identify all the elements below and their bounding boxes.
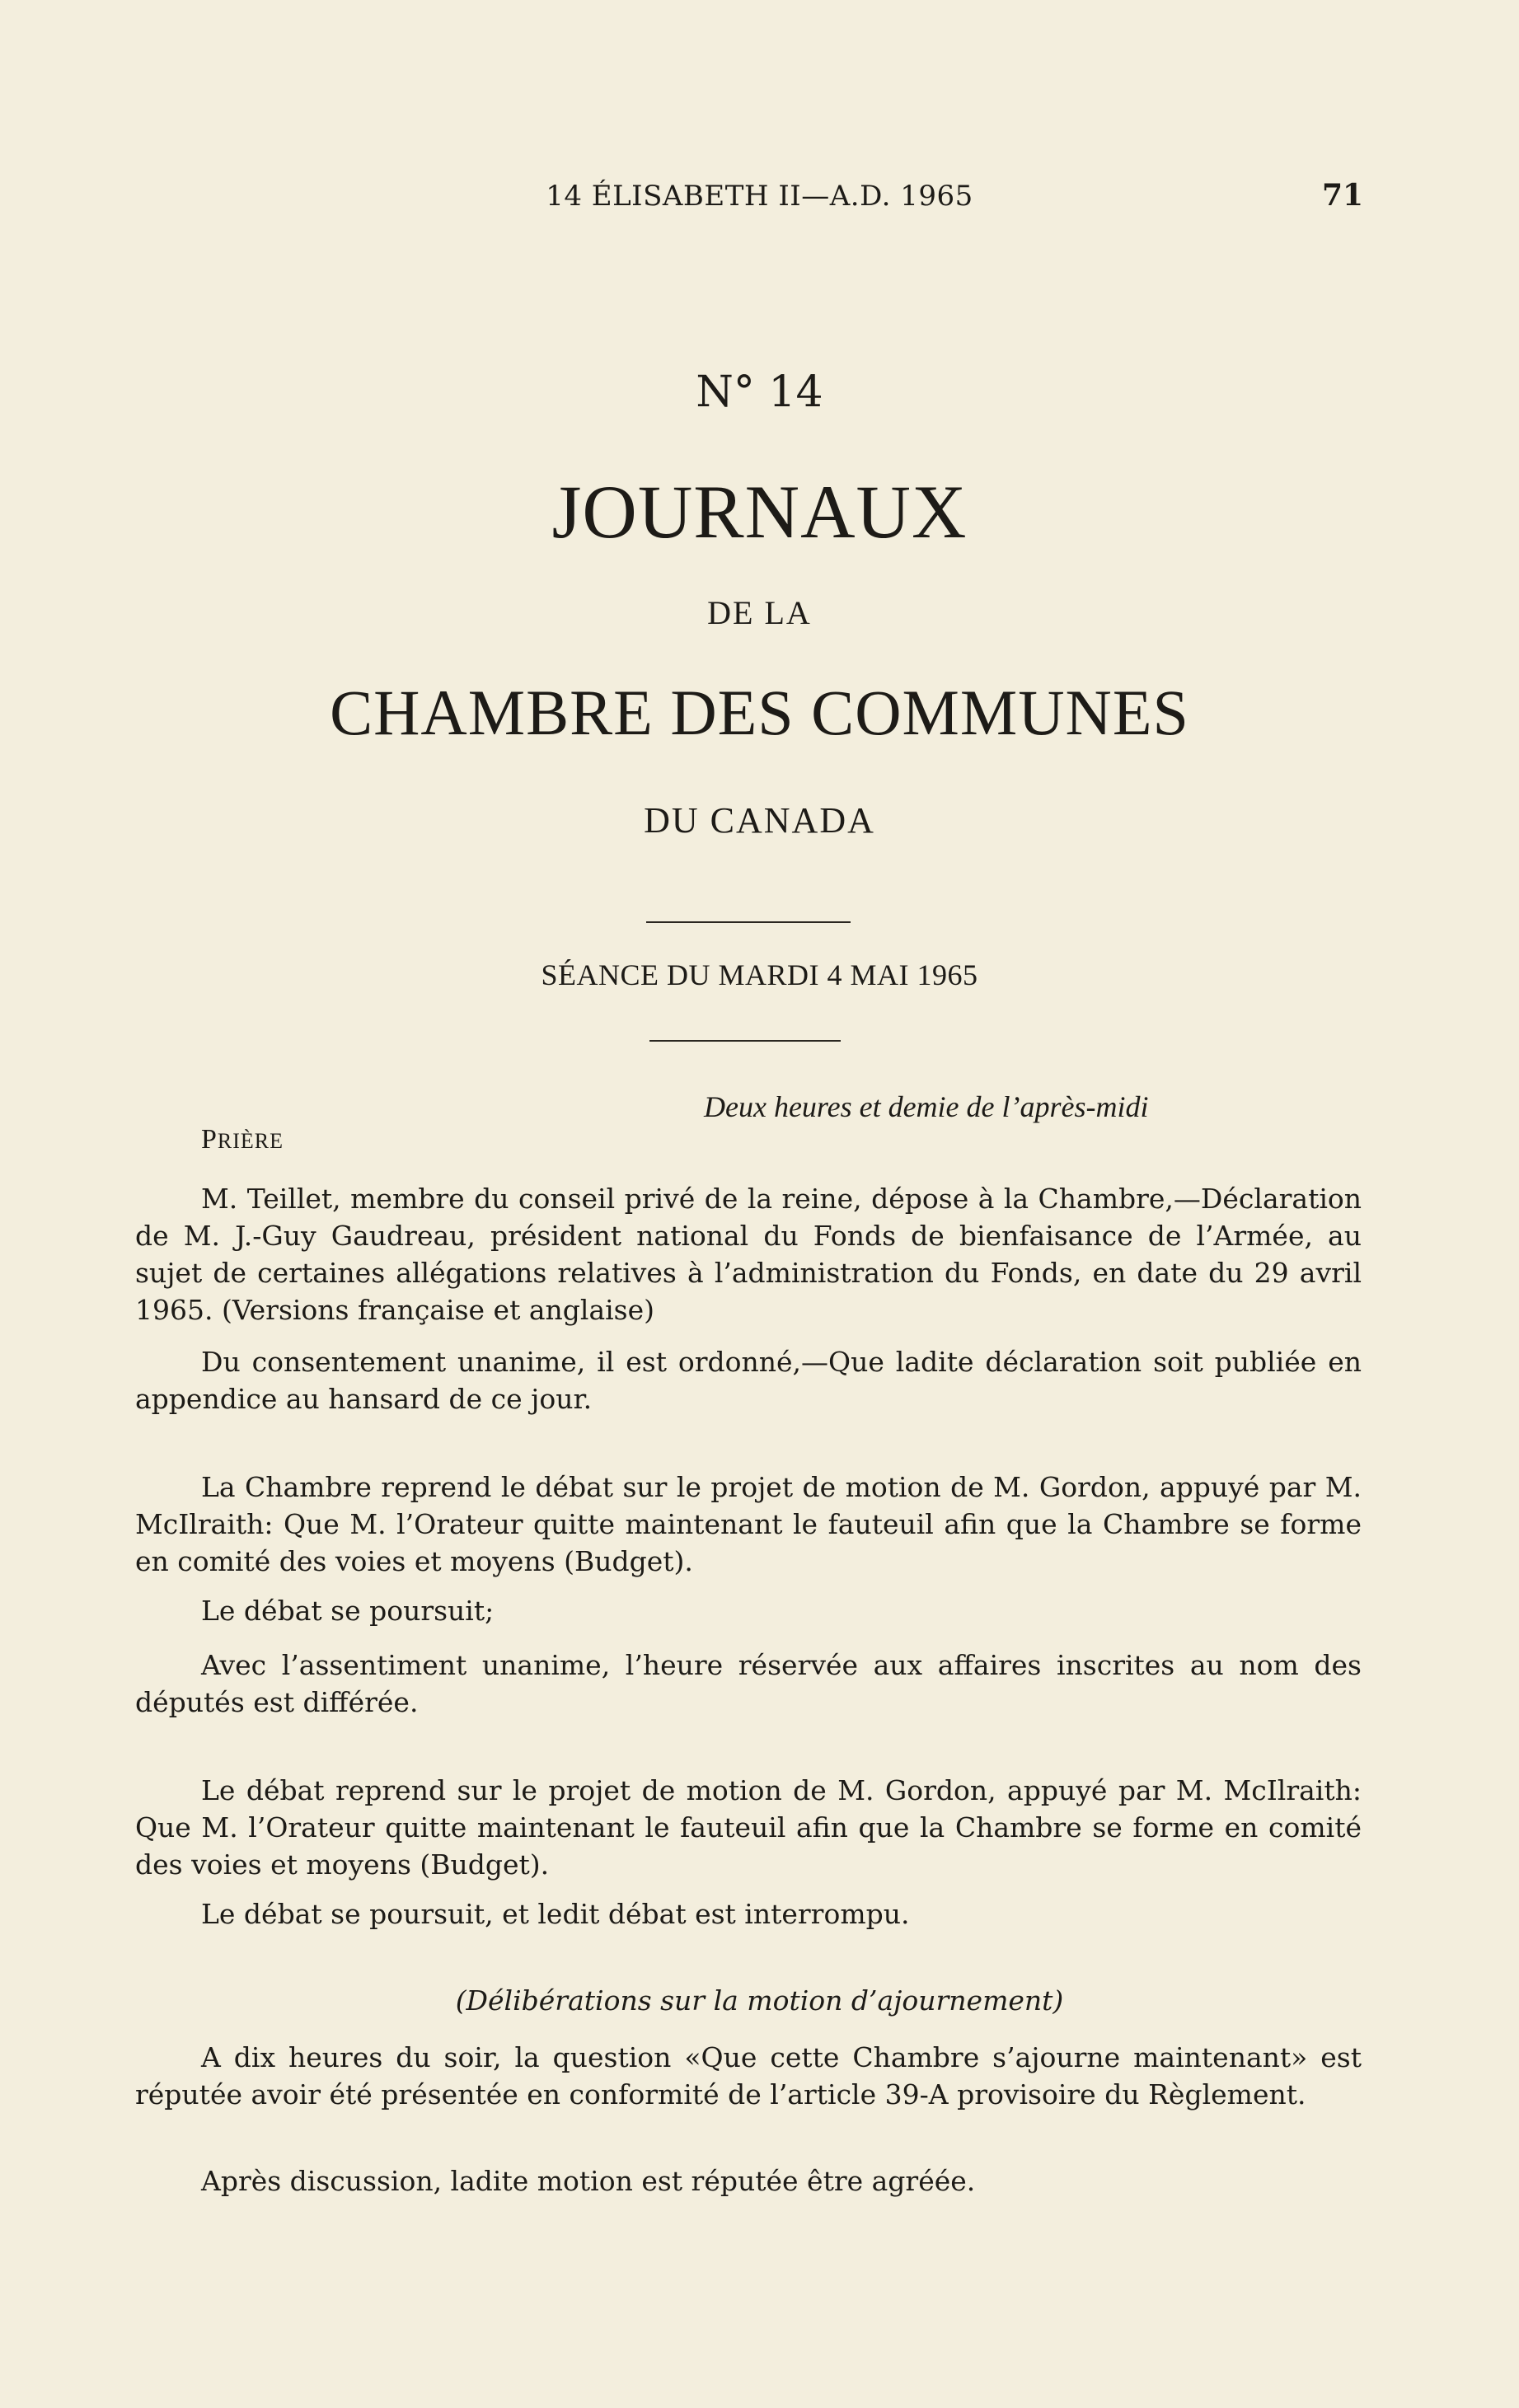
issue-number: N° 14 (696, 368, 823, 417)
divider-rule (649, 1040, 841, 1042)
running-head: 14 ÉLISABETH II—A.D. 1965 (546, 180, 973, 213)
paragraph-private-members: Avec l’assentiment unanime, l’heure réservée aux affaires inscrites au nom des députés est différée. (135, 1649, 1362, 1718)
de-la-line: DE LA (707, 594, 812, 631)
divider-rule (646, 921, 851, 923)
paragraph-debate-resumed: La Chambre reprend le débat sur le projet de motion de M. Gordon, appuyé par M. McIlraith: Que M. l’Orateur quitte maintenant le fauteuil afin que la Chambre se forme en comité des voies et moyens (Budget). (135, 1471, 1362, 1577)
paragraph-debate-continues: Le débat se poursuit; (201, 1595, 495, 1627)
page-number: 71 (1322, 178, 1364, 213)
sitting-time: Deux heures et demie de l’après-midi (704, 1090, 1149, 1123)
sitting-date: SÉANCE DU MARDI 4 MAI 1965 (541, 958, 978, 991)
paragraph-motion-agreed: Après discussion, ladite motion est réputée être agréée. (201, 2165, 976, 2197)
paragraph-tabling: M. Teillet, membre du conseil privé de la reine, dépose à la Chambre,—Déclaration de M. J.-Guy Gaudreau, président national du Fonds de bienfaisance de l’Armée, au sujet de certaines allégations relatives à l’administration du Fonds, en date du 29 avril 1965. (Versions française et anglaise) (135, 1183, 1362, 1326)
prayer-heading (201, 1124, 284, 1155)
paragraph-consent: Du consentement unanime, il est ordonné,—Que ladite déclaration soit publiée en appendice au hansard de ce jour. (135, 1346, 1362, 1415)
paragraph-debate-resumes: Le débat reprend sur le projet de motion de M. Gordon, appuyé par M. McIlraith: Que M. l’Orateur quitte maintenant le fauteuil afin que la Chambre se forme en comité des voies et moyens (Budget). (135, 1774, 1362, 1881)
journal-title: JOURNAUX (551, 470, 968, 554)
country-line: DU CANADA (644, 800, 875, 841)
prayer-rest: RIÈRE (217, 1129, 284, 1153)
paragraph-debate-interrupted: Le débat se poursuit, et ledit débat est interrompu. (201, 1898, 910, 1930)
adjournment-heading: (Délibérations sur la motion d’ajournement) (455, 1984, 1064, 2017)
chamber-title: CHAMBRE DES COMMUNES (330, 677, 1189, 748)
paragraph-adjournment-question: A dix heures du soir, la question «Que cette Chambre s’ajourne maintenant» est réputée avoir été présentée en conformité de l’article 39-A provisoire du Règlement. (135, 2041, 1362, 2111)
prayer-initial: P (201, 1124, 218, 1155)
